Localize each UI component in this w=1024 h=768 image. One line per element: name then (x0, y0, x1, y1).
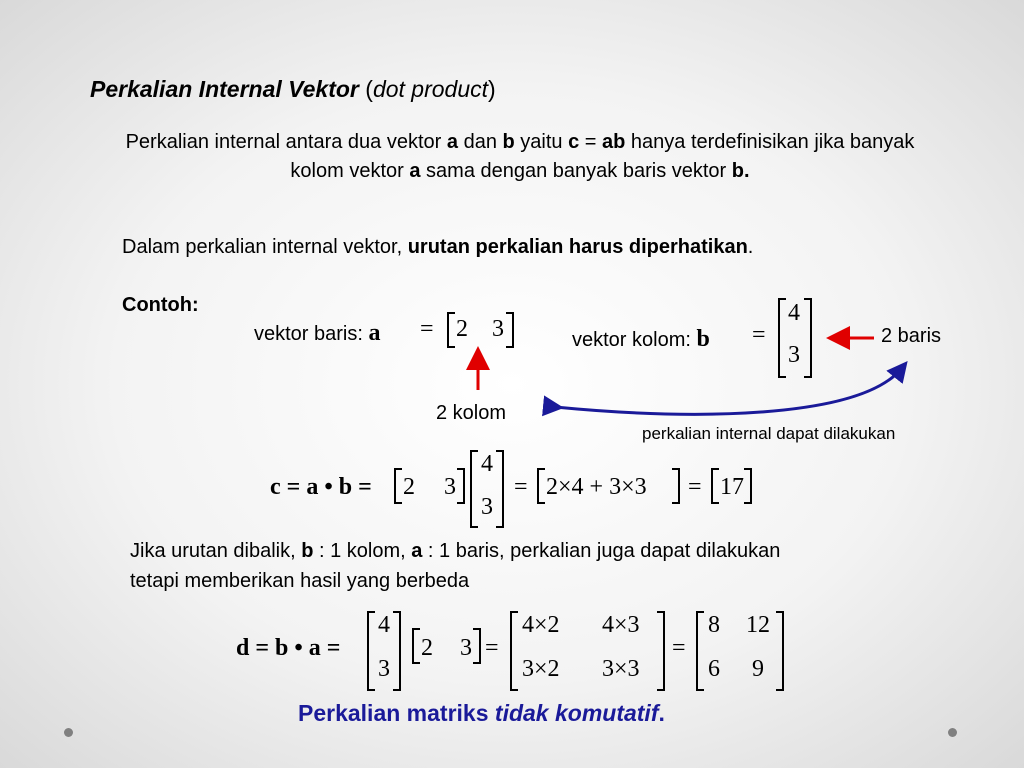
eq1-lhs: c = a • b = (270, 474, 372, 500)
intro-text: Perkalian internal antara dua vektor (125, 131, 447, 153)
eq2-row-bracket-right (473, 628, 481, 664)
eq2-mid-cell: 3×3 (602, 656, 640, 682)
eq2-res-cell: 12 (746, 612, 770, 638)
eq2-row-bracket-left (412, 628, 420, 664)
reverse-text: : 1 kolom, (313, 540, 412, 562)
intro-a: a (446, 131, 459, 153)
eq2-equals: = (672, 635, 686, 661)
eq2-col-value: 4 (378, 612, 390, 638)
eq1-result: 17 (720, 474, 744, 500)
final-statement (298, 700, 665, 727)
col-vector-label-text: vektor kolom: (572, 329, 697, 351)
eq1-row-value: 3 (444, 474, 456, 500)
reverse-text: Jika urutan dibalik, (130, 540, 302, 562)
eq2-res-bracket-left (696, 611, 704, 691)
col-vector-symbol: b (696, 326, 710, 352)
intro-text: yaitu (514, 131, 569, 153)
eq2-equals: = (485, 635, 499, 661)
note-text: Dalam perkalian internal vektor, (122, 236, 408, 258)
eq1-col-bracket-left (470, 450, 478, 528)
annot-2-baris: 2 baris (881, 325, 942, 347)
final-text: Perkalian matriks (298, 700, 495, 726)
eq1-col-value: 4 (481, 451, 493, 477)
eq2-mid-cell: 3×2 (522, 656, 560, 682)
reverse-text: : 1 baris, perkalian juga dapat dilakukan (422, 540, 781, 562)
intro-ab: ab (602, 131, 626, 153)
intro-eq: = (579, 131, 602, 153)
reverse-line-1 (130, 540, 780, 563)
row-vector-value: 2 (456, 316, 468, 342)
col-vector-value: 3 (788, 342, 800, 368)
eq2-mid-bracket-right (657, 611, 665, 691)
eq1-expression: 2×4 + 3×3 (546, 474, 647, 500)
eq1-col-bracket-right (496, 450, 504, 528)
intro-text: hanya terdefinisikan jika banyak kolom vektor (290, 131, 915, 182)
eq2-col-bracket-left (367, 611, 375, 691)
reverse-line-2: tetapi memberikan hasil yang berbeda (130, 570, 470, 592)
reverse-b: b (301, 540, 314, 562)
reverse-a: a (411, 540, 423, 562)
eq2-row-value: 2 (421, 635, 433, 661)
title-paren-open: ( (358, 76, 373, 102)
intro-a: a (409, 160, 421, 182)
eq2-col-value: 3 (378, 656, 390, 682)
eq1-row-bracket-left (394, 468, 402, 504)
intro-text: dan (458, 131, 503, 153)
intro-b: b (502, 131, 515, 153)
eq2-res-bracket-right (776, 611, 784, 691)
eq1-result-bracket-right (744, 468, 752, 504)
intro-b: b. (731, 160, 750, 182)
eq1-equals: = (688, 474, 702, 500)
final-end: . (658, 700, 665, 726)
decorative-dot (64, 728, 73, 737)
note-bold: urutan perkalian harus diperhatikan (407, 236, 748, 258)
eq2-mid-cell: 4×3 (602, 612, 640, 638)
eq2-res-cell: 6 (708, 656, 720, 682)
eq2-mid-cell: 4×2 (522, 612, 560, 638)
title-italic: dot product (372, 76, 489, 102)
annot-dapat-dilakukan: perkalian internal dapat dilakukan (642, 424, 896, 443)
note-end: . (747, 236, 754, 258)
eq1-equals: = (514, 474, 528, 500)
eq1-row-bracket-right (457, 468, 465, 504)
row-vector-symbol: a (368, 320, 381, 346)
eq2-lhs: d = b • a = (236, 635, 341, 661)
eq1-row-value: 2 (403, 474, 415, 500)
row-vector-value: 3 (492, 316, 504, 342)
annot-2-kolom: 2 kolom (436, 402, 507, 424)
example-heading: Contoh: (122, 294, 199, 316)
eq2-res-cell: 9 (752, 656, 764, 682)
blue-curved-arrow (555, 368, 902, 414)
col-vector-equals: = (752, 322, 766, 348)
eq1-expr-bracket-right (672, 468, 680, 504)
decorative-dot (948, 728, 957, 737)
title-paren-close: ) (488, 76, 496, 102)
eq2-res-cell: 8 (708, 612, 720, 638)
eq1-expr-bracket-left (537, 468, 545, 504)
col-vector-value: 4 (788, 300, 800, 326)
intro-text: sama dengan banyak baris vektor (420, 160, 732, 182)
intro-c: c (568, 131, 580, 153)
title-main: Perkalian Internal Vektor (90, 76, 359, 102)
eq2-row-value: 3 (460, 635, 472, 661)
final-italic: tidak komutatif (494, 700, 659, 726)
eq2-col-bracket-right (393, 611, 401, 691)
row-vector-equals: = (420, 316, 434, 342)
eq1-result-bracket-left (711, 468, 719, 504)
eq1-col-value: 3 (481, 494, 493, 520)
row-vector-label-text: vektor baris: (254, 323, 369, 345)
eq2-mid-bracket-left (510, 611, 518, 691)
